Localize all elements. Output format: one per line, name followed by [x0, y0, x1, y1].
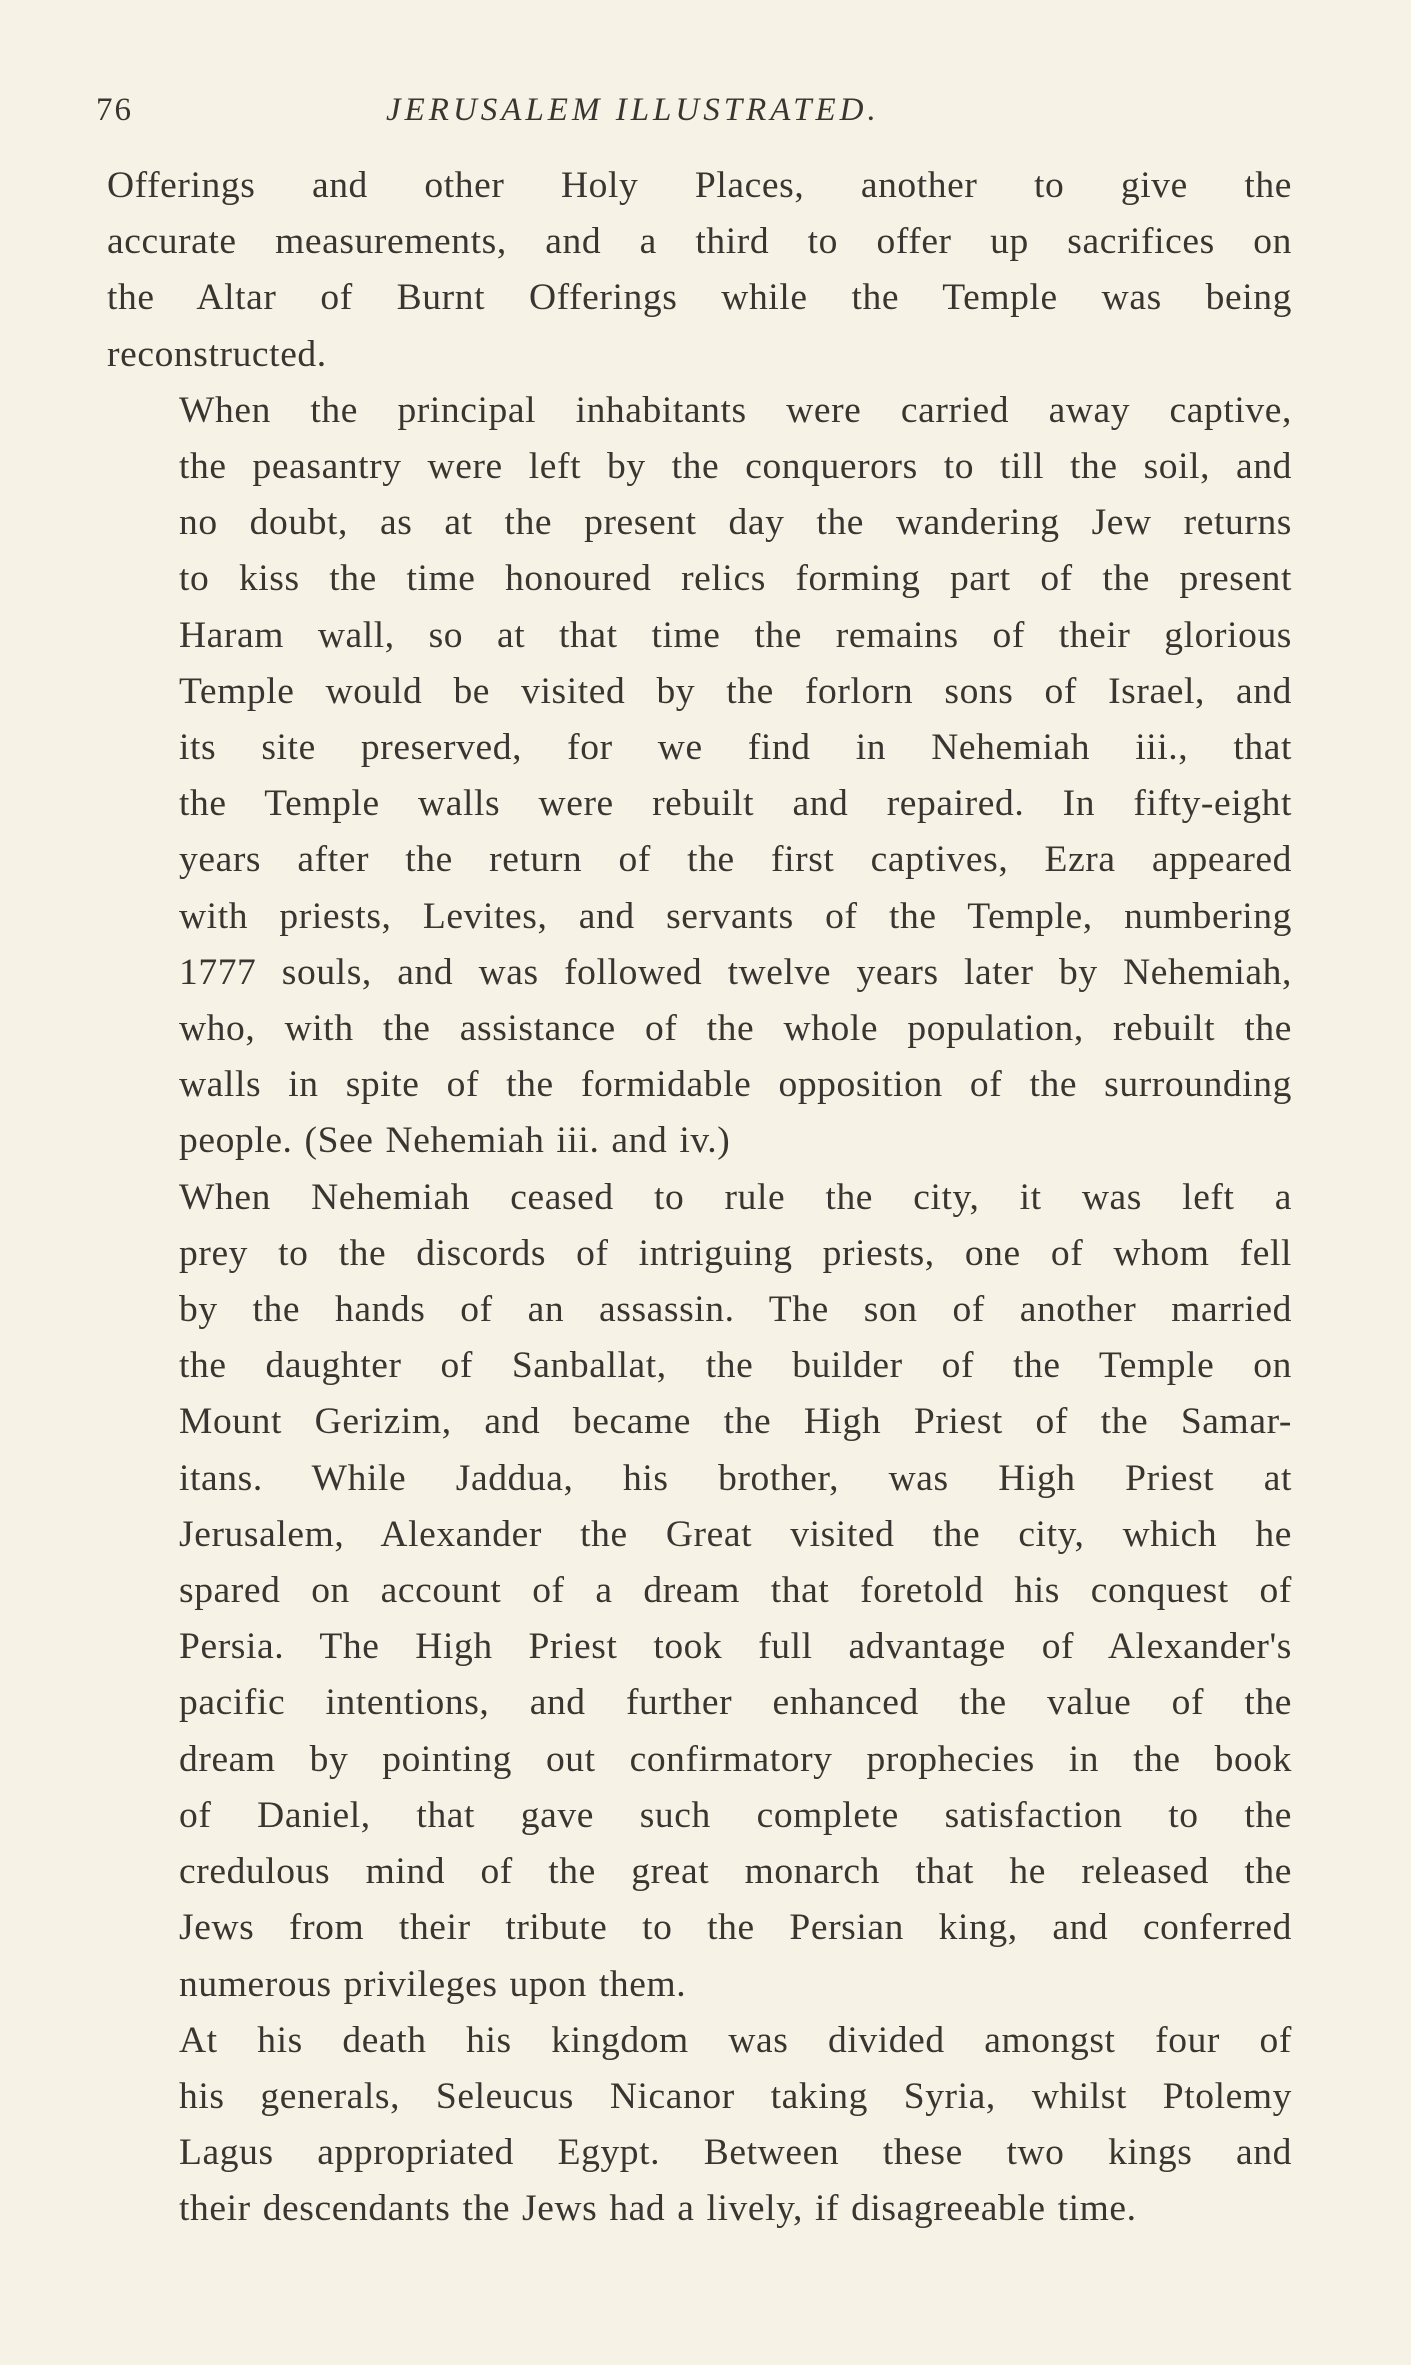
text-line: its site preserved, for we find in Nehemiah iii., that [179, 727, 1292, 769]
text-line: Jews from their tribute to the Persian king, and conferred [179, 1907, 1292, 1949]
text-line: credulous mind of the great monarch that he released the [179, 1851, 1292, 1893]
text-line: prey to the discords of intriguing priests, one of whom fell [179, 1232, 1292, 1274]
text-line: Lagus appropriated Egypt. Between these two kings and [179, 2132, 1292, 2174]
paragraph [107, 158, 1292, 383]
text-line: their descendants the Jews had a lively, if disagreeable time. [179, 2188, 1137, 2230]
text-line: to kiss the time honoured relics forming part of the present [179, 558, 1292, 600]
text-line: itans. While Jaddua, his brother, was High Priest at [179, 1457, 1292, 1499]
text-line: dream by pointing out confirmatory prophecies in the book [179, 1738, 1292, 1780]
text-line: Mount Gerizim, and became the High Priest of the Samar- [179, 1401, 1292, 1443]
text-line: pacific intentions, and further enhanced the value of the [179, 1682, 1292, 1724]
text-line: Persia. The High Priest took full advantage of Alexander's [179, 1626, 1292, 1668]
page-number: 76 [96, 92, 133, 128]
text-line: of Daniel, that gave such complete satisfaction to the [179, 1794, 1292, 1836]
text-line: When Nehemiah ceased to rule the city, it was left a [179, 1176, 1292, 1218]
text-line: spared on account of a dream that foretold his conquest of [179, 1570, 1292, 1612]
text-line: his generals, Seleucus Nicanor taking Syria, whilst Ptolemy [179, 2075, 1292, 2117]
paragraph [107, 1170, 1292, 2013]
text-line: no doubt, as at the present day the wandering Jew returns [179, 502, 1292, 544]
text-line: At his death his kingdom was divided amongst four of [179, 2019, 1292, 2061]
text-line: walls in spite of the formidable opposition of the surrounding [179, 1064, 1292, 1106]
text-line: When the principal inhabitants were carried away captive, [179, 389, 1292, 431]
text-line: the daughter of Sanballat, the builder of the Temple on [179, 1345, 1292, 1387]
body-text [107, 158, 1292, 2238]
text-line: accurate measurements, and a third to offer up sacrifices on [107, 221, 1292, 263]
text-line: who, with the assistance of the whole population, rebuilt the [179, 1008, 1292, 1050]
text-line: Offerings and other Holy Places, another to give the [107, 165, 1292, 206]
paragraph [107, 383, 1292, 1170]
text-line: reconstructed. [107, 333, 327, 375]
running-title: JERUSALEM ILLUSTRATED. [386, 92, 880, 128]
text-line: the Temple walls were rebuilt and repaired. In fifty-eight [179, 783, 1292, 825]
text-line: with priests, Levites, and servants of the Temple, numbering [179, 895, 1292, 937]
paragraph [107, 2013, 1292, 2238]
text-line: the Altar of Burnt Offerings while the Temple was being [107, 277, 1292, 319]
text-line: Temple would be visited by the forlorn sons of Israel, and [179, 670, 1292, 712]
text-line: the peasantry were left by the conquerors to till the soil, and [179, 446, 1292, 488]
text-line: years after the return of the first captives, Ezra appeared [179, 839, 1292, 881]
text-line: Haram wall, so at that time the remains of their glorious [179, 614, 1292, 656]
text-line: numerous privileges upon them. [179, 1963, 687, 2005]
text-line: Jerusalem, Alexander the Great visited the city, which he [179, 1513, 1292, 1555]
text-line: 1777 souls, and was followed twelve years later by Nehemiah, [179, 951, 1292, 993]
running-head [96, 92, 1296, 132]
text-line: people. (See Nehemiah iii. and iv.) [179, 1120, 731, 1162]
text-line: by the hands of an assassin. The son of another married [179, 1289, 1292, 1331]
